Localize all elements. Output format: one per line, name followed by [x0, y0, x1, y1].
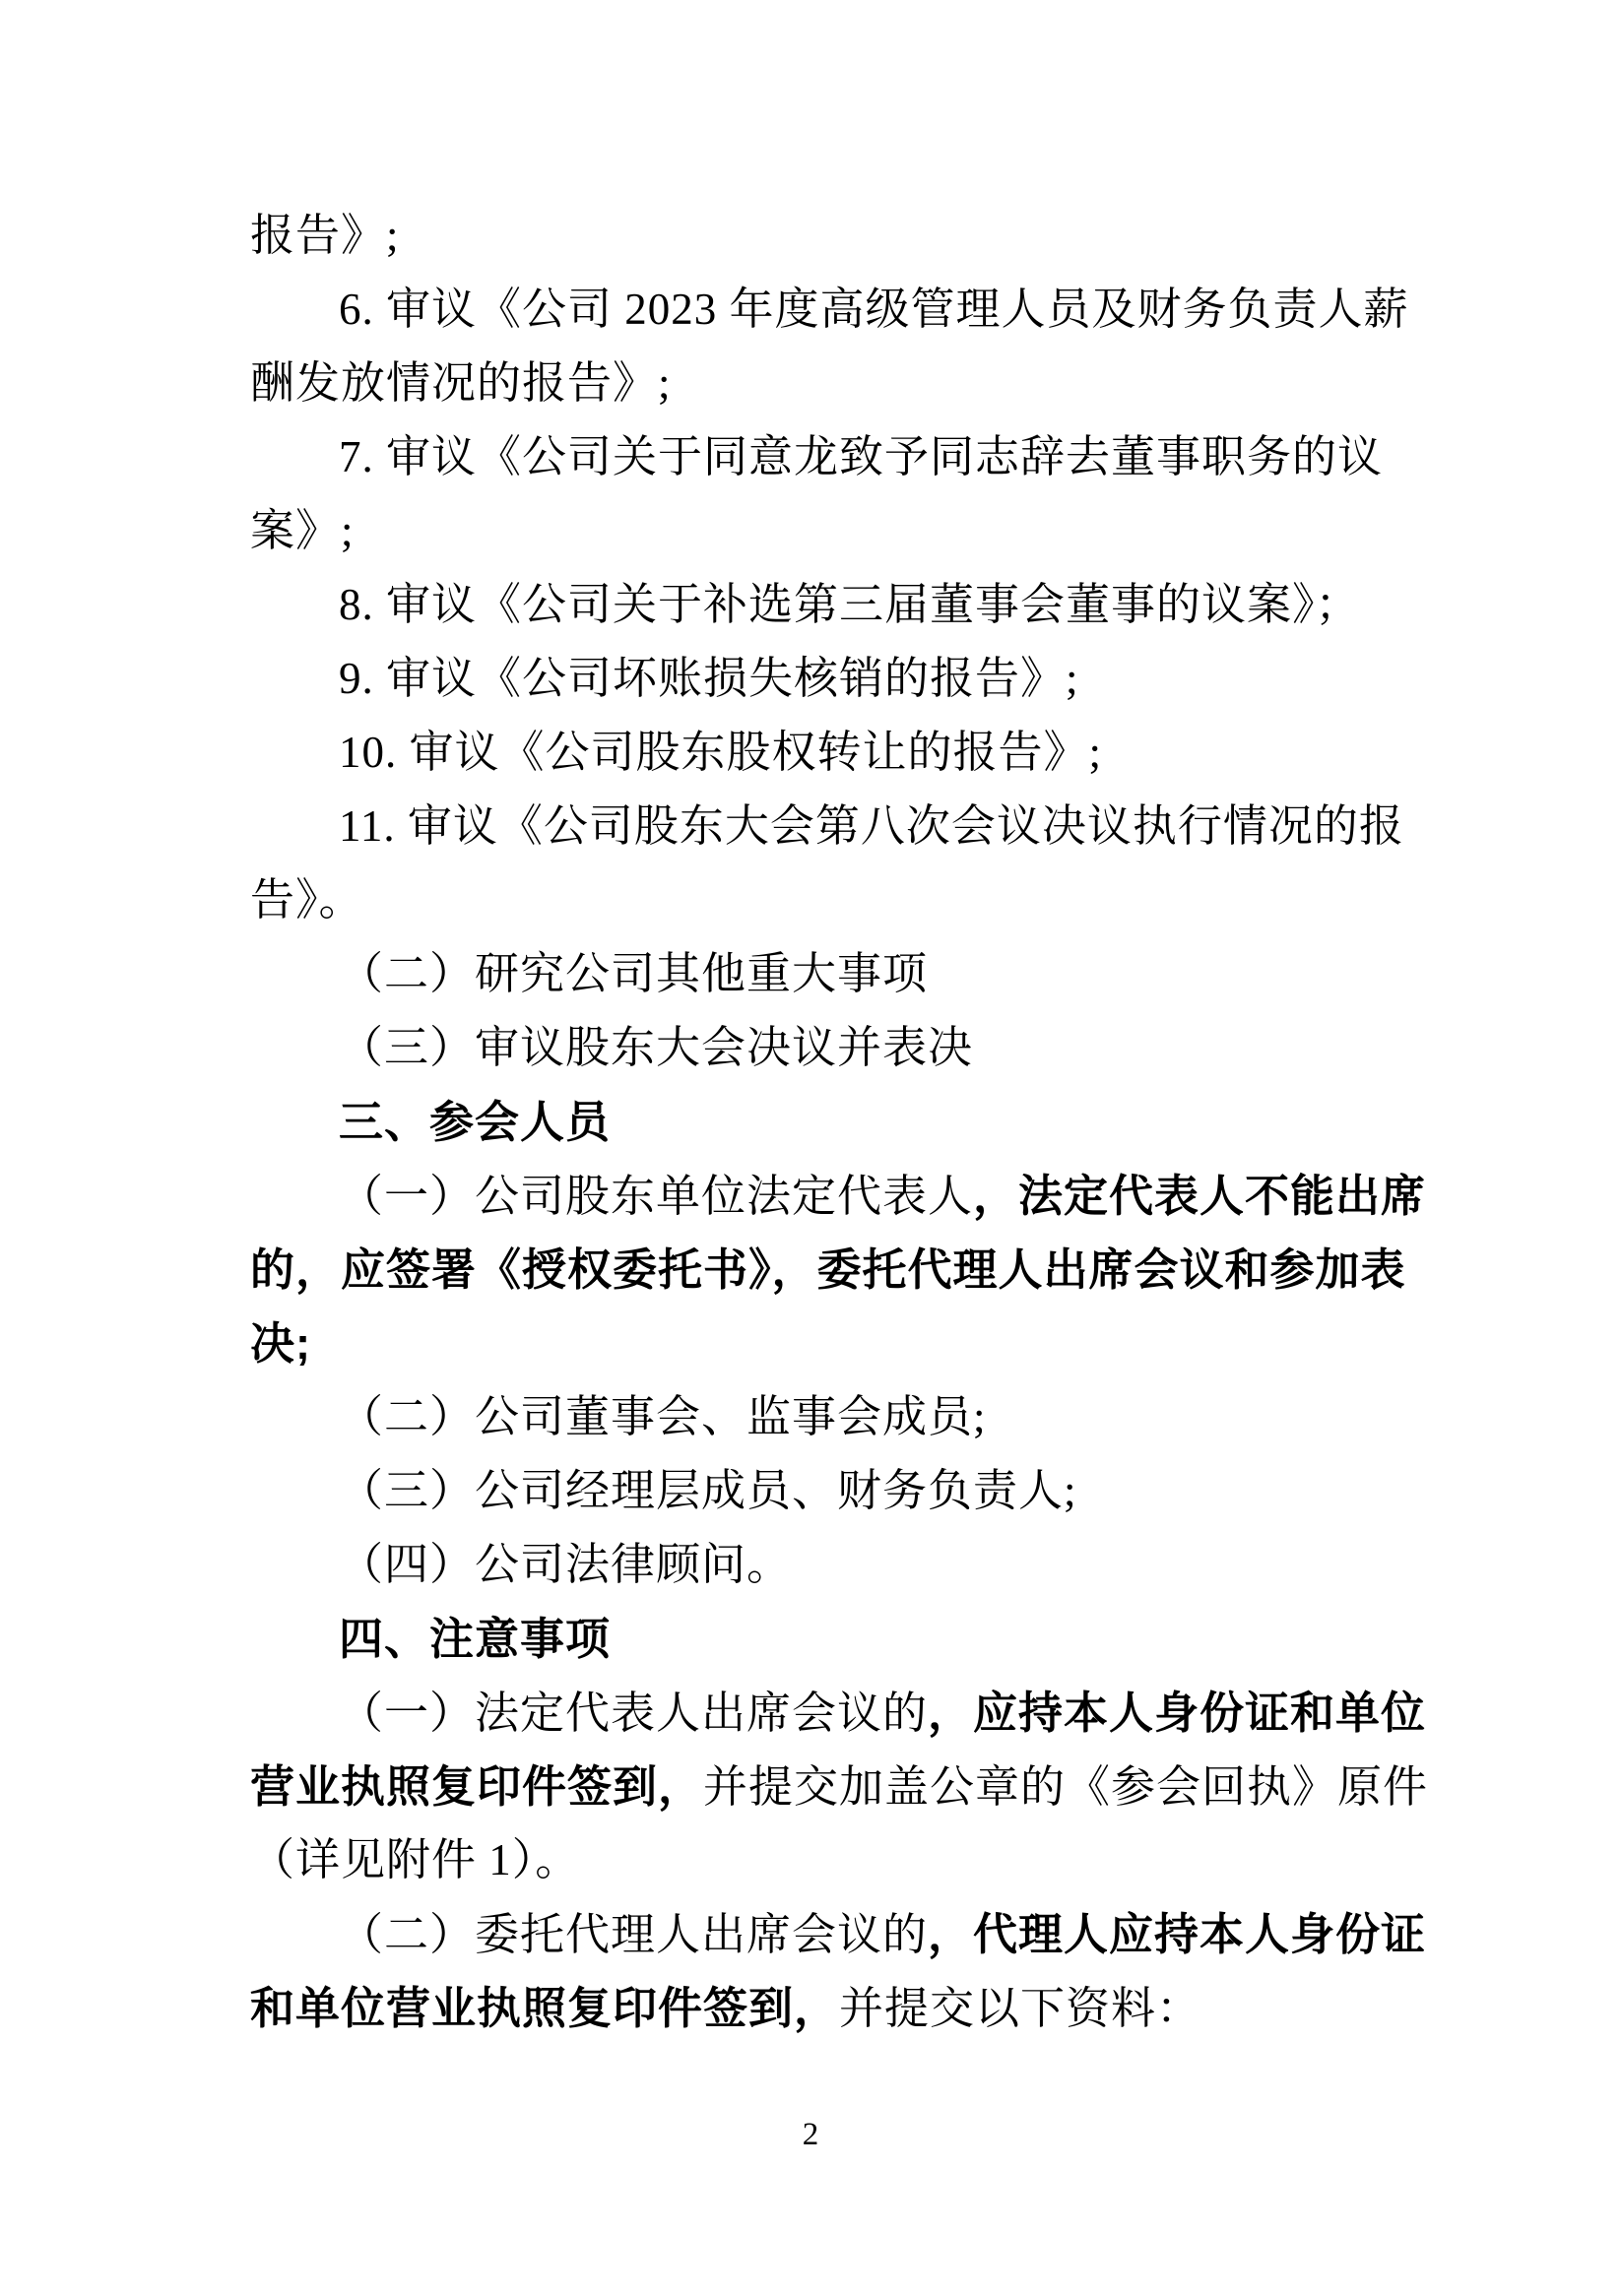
section-heading [250, 1085, 1373, 1159]
text-segment: （一）公司股东单位法定代表人 [339, 1172, 974, 1221]
text-segment: （二）公司董事会、监事会成员; [339, 1392, 987, 1441]
text-segment: （二）研究公司其他重大事项 [339, 949, 929, 998]
text-segment-bold: 和单位营业执照复印件签到， [250, 1983, 840, 2033]
text-segment: 酬发放情况的报告》; [250, 358, 672, 408]
text-line [250, 1897, 1427, 1971]
text-segment: 7. 审议《公司关于同意龙致予同志辞去董事职务的议 [339, 432, 1384, 481]
text-segment: （二）委托代理人出席会议的 [339, 1910, 929, 1959]
text-segment: （一）法定代表人出席会议的 [339, 1689, 929, 1738]
text-line [250, 1011, 1373, 1085]
text-segment-bold: 营业执照复印件签到， [250, 1761, 704, 1812]
text-segment: 6. 审议《公司 2023 年度高级管理人员及财务负责人薪 [339, 285, 1409, 334]
section-heading [250, 1602, 1373, 1676]
text-line [250, 937, 1373, 1011]
text-line [250, 642, 1373, 716]
text-line [250, 790, 1404, 863]
text-segment-bold: 决; [250, 1318, 311, 1369]
text-segment: 并提交以下资料： [839, 1984, 1202, 2033]
text-line [250, 420, 1384, 494]
text-line [250, 1750, 1429, 1823]
text-line [250, 1823, 1373, 1897]
text-segment-bold: ，法定代表人不能出席 [973, 1171, 1427, 1221]
text-segment-bold: 的，应签署《授权委托书》，委托代理人出席会议和参加表 [250, 1244, 1406, 1295]
text-line [250, 1307, 1373, 1380]
text-segment: 9. 审议《公司坏账损失核销的报告》; [339, 654, 1079, 703]
text-line [250, 494, 1373, 568]
text-segment-bold: ，代理人应持本人身份证 [928, 1909, 1427, 1959]
text-line [250, 1380, 1373, 1454]
text-line [250, 863, 1373, 937]
text-segment-bold: 三、参会人员 [339, 1097, 612, 1147]
text-segment: （详见附件 1）。 [250, 1835, 581, 1884]
text-line [250, 347, 1373, 420]
text-line [250, 199, 1373, 273]
text-line [250, 1159, 1427, 1233]
text-segment: （三）公司经理层成员、财务负责人; [339, 1466, 1077, 1515]
text-segment: （四）公司法律顾问。 [339, 1540, 793, 1589]
document-body [250, 199, 1429, 2045]
text-segment: 报告》; [250, 211, 400, 260]
text-line [250, 716, 1373, 790]
text-segment: 案》; [250, 506, 355, 555]
text-segment: 10. 审议《公司股东股权转让的报告》; [339, 728, 1103, 777]
text-segment: （三）审议股东大会决议并表决 [339, 1023, 974, 1072]
text-segment: 并提交加盖公章的《参会回执》原件 [703, 1762, 1429, 1812]
text-line [250, 1528, 1373, 1602]
text-segment: 告》。 [250, 875, 364, 925]
text-segment-bold: ，应持本人身份证和单位 [928, 1688, 1427, 1738]
text-segment: 8. 审议《公司关于补选第三届董事会董事的议案》； [339, 580, 1361, 629]
text-line [250, 568, 1373, 642]
text-line [250, 1971, 1373, 2045]
text-segment-bold: 四、注意事项 [339, 1614, 612, 1664]
text-line [250, 1233, 1406, 1307]
text-segment: 11. 审议《公司股东大会第八次会议决议执行情况的报 [339, 801, 1404, 851]
text-line [250, 1454, 1373, 1528]
page-number: 2 [802, 2117, 819, 2152]
text-line [250, 1676, 1427, 1750]
text-line [250, 273, 1409, 347]
